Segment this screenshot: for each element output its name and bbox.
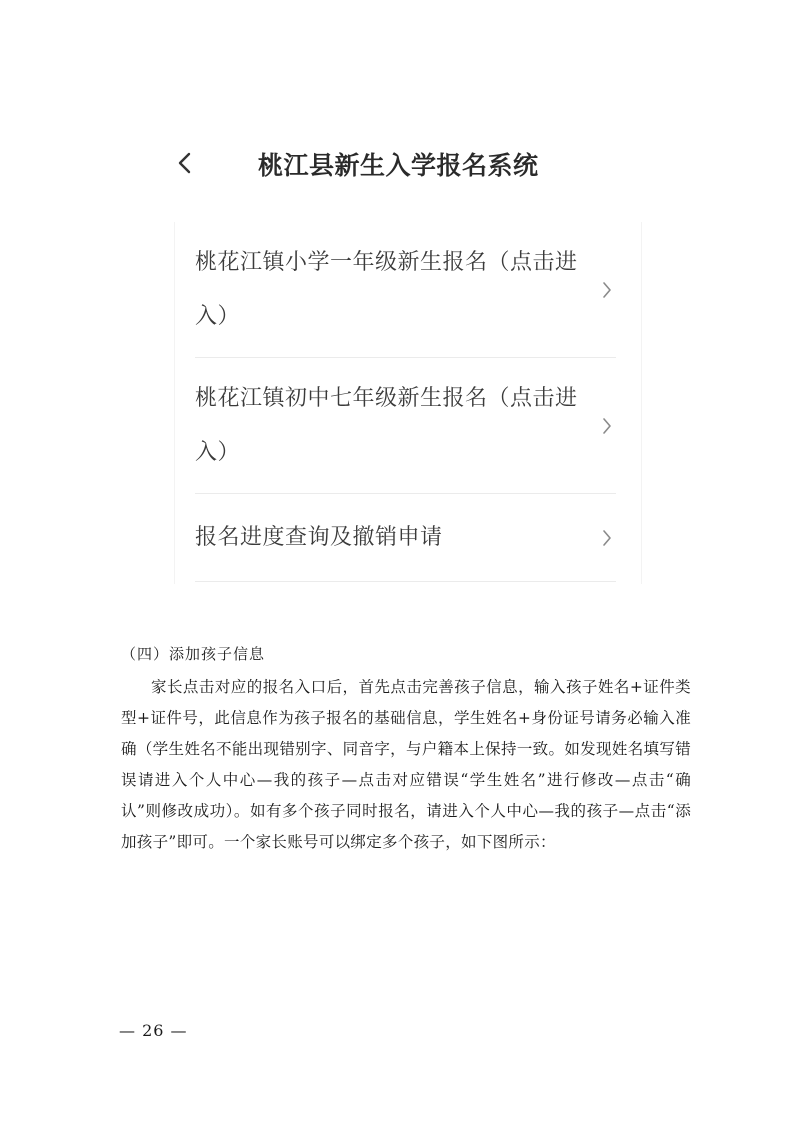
chevron-right-icon [600, 415, 614, 437]
menu-item-label: 报名进度查询及撤销申请 [195, 525, 443, 550]
menu-item-primary-registration[interactable] [195, 222, 616, 358]
app-screenshot [150, 118, 650, 588]
instruction-paragraph: 家长点击对应的报名入口后，首先点击完善孩子信息，输入孩子姓名+证件类型+证件号，此信息作为孩子报名的基础信息，学生姓名+身份证号请务必输入准确（学生姓名不能出现错别字、同音字，与户籍本上保持一致。如发现姓名填写错误请进入个人中心—我的孩子—点击对应错误“学生姓名”进行修改—点击“确认”则修改成功）。如有多个孩子同时报名，请进入个人中心—我的孩子—点击“添加孩子”即可。一个家长账号可以绑定多个孩子，如下图所示： [121, 678, 691, 851]
app-header [150, 138, 650, 190]
menu-item-progress-query[interactable] [195, 494, 616, 582]
document-body [121, 640, 691, 858]
menu-item-junior-registration[interactable] [195, 358, 616, 494]
app-title: 桃江县新生入学报名系统 [258, 151, 539, 180]
page-number: — 26 — [119, 1021, 188, 1040]
section-heading: （四）添加孩子信息 [121, 645, 266, 663]
chevron-right-icon [600, 527, 614, 549]
menu-list [174, 222, 642, 584]
chevron-left-icon[interactable] [172, 148, 198, 178]
chevron-right-icon [600, 279, 614, 301]
menu-item-label: 桃花江镇小学一年级新生报名（点击进入） [195, 250, 578, 329]
menu-item-label: 桃花江镇初中七年级新生报名（点击进入） [195, 386, 578, 465]
